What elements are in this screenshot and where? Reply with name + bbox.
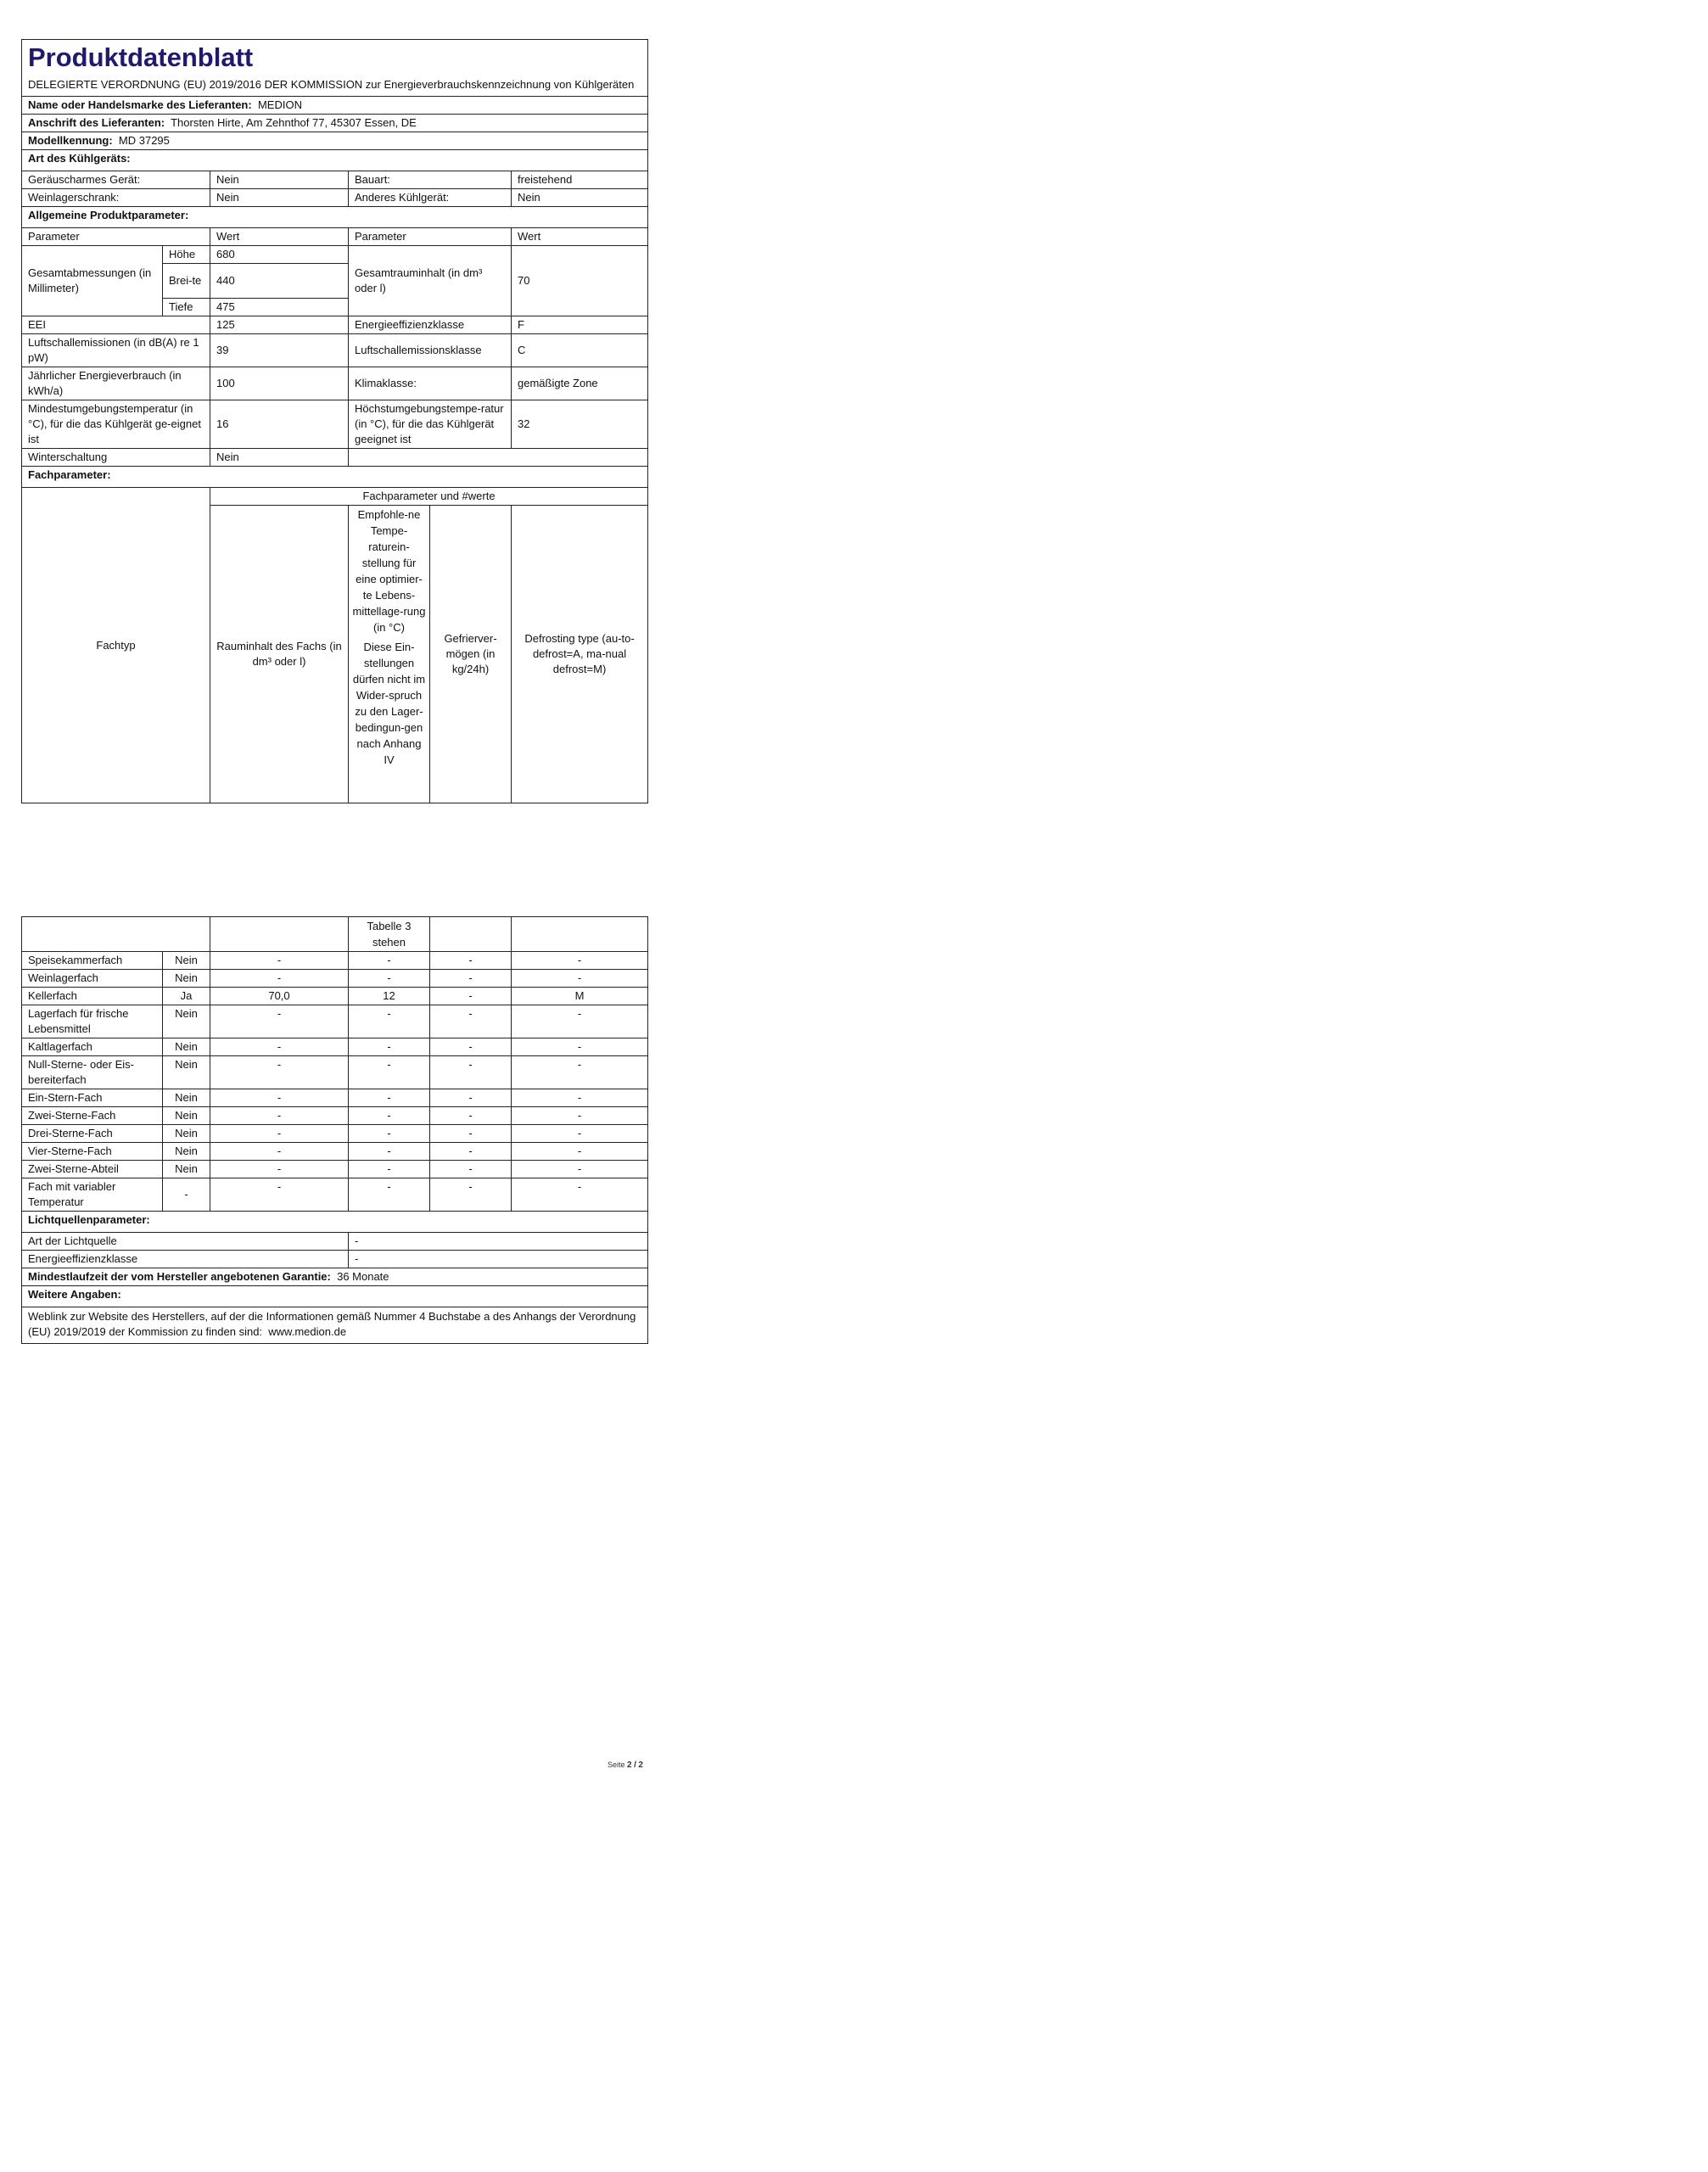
further-row [22,1307,648,1344]
group-header: Fachparameter und #werte [210,488,648,506]
energy-class-value: F [512,316,648,334]
compartment-name: Vier-Sterne-Fach [22,1143,163,1161]
compartment-freeze: - [430,1125,512,1143]
compartment-defrost: - [512,970,648,988]
compartment-name: Weinlagerfach [22,970,163,988]
wine-cabinet-label: Weinlagerschrank: [22,189,210,207]
compartment-volume: - [210,1107,349,1125]
table-row [22,1005,648,1038]
appliance-type-heading: Art des Kühlgeräts: [22,150,648,171]
compartment-volume: 70,0 [210,988,349,1005]
other-appliance-value: Nein [512,189,648,207]
compartment-freeze: - [430,1107,512,1125]
compartment-freeze: - [430,1056,512,1089]
table-row [22,1161,648,1178]
regulation-text: DELEGIERTE VERORDNUNG (EU) 2019/2016 DER KOMMISSION zur Energieverbrauchskennzeichnung von Kühlgeräten [28,78,635,91]
height-label: Höhe [163,246,210,264]
compartment-present: Nein [163,952,210,970]
page-footer [608,1761,643,1770]
compartment-temp: - [349,1089,430,1107]
compartment-defrost: - [512,1125,648,1143]
compartment-volume: - [210,1056,349,1089]
compartment-temp: - [349,1178,430,1212]
guarantee-label: Mindestlaufzeit der vom Hersteller angebotenen Garantie: [28,1270,331,1283]
page-label: Seite [608,1761,625,1769]
supplier-address-value: Thorsten Hirte, Am Zehnthof 77, 45307 Essen, DE [171,116,417,129]
height-value: 680 [210,246,349,264]
compartment-freeze: - [430,988,512,1005]
compartment-present: Nein [163,1125,210,1143]
page-separator: / [634,1761,636,1770]
col-value-2: Wert [512,228,648,246]
compartment-temp: - [349,1143,430,1161]
compartment-present: Nein [163,1143,210,1161]
table-row [22,970,648,988]
climate-value: gemäßigte Zone [512,367,648,400]
compartment-name: Lagerfach für frische Lebensmittel [22,1005,163,1038]
compartment-present: Nein [163,1056,210,1089]
noise-class-value: C [512,334,648,367]
compartment-defrost: - [512,1005,648,1038]
compartment-present: Nein [163,1107,210,1125]
compartment-freeze: - [430,1178,512,1212]
col-temp-cont: Tabelle 3 stehen [349,917,430,952]
light-type-label: Art der Lichtquelle [22,1233,349,1251]
table-row [22,988,648,1005]
light-class-label: Energieeffizienzklasse [22,1251,349,1268]
col-parameter-2: Parameter [349,228,512,246]
compartment-name: Drei-Sterne-Fach [22,1125,163,1143]
empty-cell [349,449,648,467]
low-noise-label: Geräuscharmes Gerät: [22,171,210,189]
depth-label: Tiefe [163,299,210,316]
further-heading: Weitere Angaben: [22,1286,648,1307]
max-temp-label: Höchstumgebungstempe-ratur (in °C), für die das Kühlgerät geeignet ist [349,400,512,449]
width-value: 440 [210,264,349,299]
compartment-name: Ein-Stern-Fach [22,1089,163,1107]
volume-label: Gesamtrauminhalt (in dm³ oder l) [349,246,512,316]
compartment-defrost: - [512,1056,648,1089]
design-label: Bauart: [349,171,512,189]
compartment-freeze: - [430,1038,512,1056]
col-fachtyp: Fachtyp [22,488,210,803]
col-temp [349,506,430,803]
design-value: freistehend [512,171,648,189]
model-label: Modellkennung: [28,134,113,147]
compartment-freeze: - [430,1005,512,1038]
compartment-freeze: - [430,970,512,988]
compartment-freeze: - [430,1143,512,1161]
compartment-temp: - [349,1107,430,1125]
model-row [22,132,648,150]
table-row [22,1107,648,1125]
supplier-name-row [22,97,648,115]
compartment-temp: - [349,1056,430,1089]
compartment-temp: 12 [349,988,430,1005]
volume-value: 70 [512,246,648,316]
compartment-temp: - [349,1161,430,1178]
compartment-temp: - [349,970,430,988]
table-row [22,1125,648,1143]
page-total: 2 [638,1761,643,1770]
compartment-name: Speisekammerfach [22,952,163,970]
model-value: MD 37295 [118,134,170,147]
wine-cabinet-value: Nein [210,189,349,207]
table-row [22,1038,648,1056]
datasheet-table-1 [21,39,648,803]
climate-label: Klimaklasse: [349,367,512,400]
compartment-present: Nein [163,1161,210,1178]
compartment-name: Zwei-Sterne-Fach [22,1107,163,1125]
light-class-value: - [349,1251,648,1268]
depth-value: 475 [210,299,349,316]
compartment-volume: - [210,1143,349,1161]
compartment-freeze: - [430,952,512,970]
col-freeze-cont [430,917,512,952]
width-label: Brei-te [163,264,210,299]
winter-label: Winterschaltung [22,449,210,467]
compartment-present: Nein [163,1005,210,1038]
compartment-defrost: - [512,952,648,970]
table-row [22,1143,648,1161]
compartment-volume: - [210,1125,349,1143]
table-row [22,1056,648,1089]
noise-class-label: Luftschallemissionsklasse [349,334,512,367]
compartment-defrost: - [512,1107,648,1125]
table-row [22,1089,648,1107]
col-parameter: Parameter [22,228,210,246]
compartment-present: Ja [163,988,210,1005]
compartment-volume: - [210,1005,349,1038]
eei-label: EEI [22,316,210,334]
max-temp-value: 32 [512,400,648,449]
compartment-defrost: M [512,988,648,1005]
compartment-name: Kellerfach [22,988,163,1005]
page-number: 2 [627,1761,632,1770]
other-appliance-label: Anderes Kühlgerät: [349,189,512,207]
compartment-temp: - [349,1125,430,1143]
guarantee-row [22,1268,648,1286]
supplier-address-label: Anschrift des Lieferanten: [28,116,165,129]
min-temp-value: 16 [210,400,349,449]
compartment-present: - [163,1178,210,1212]
compartment-volume: - [210,1178,349,1212]
col-volume: Rauminhalt des Fachs (in dm³ oder l) [210,506,349,803]
compartments-heading: Fachparameter: [22,467,648,488]
compartment-name: Zwei-Sterne-Abteil [22,1161,163,1178]
supplier-address-row [22,115,648,132]
supplier-name-value: MEDION [257,98,302,111]
col-temp-text-1: Empfohle-ne Tempe-raturein-stellung für eine optimier-te Lebens-mittellage-rung (in °C) [352,508,426,634]
guarantee-value: 36 Monate [337,1270,389,1283]
col-temp-text-2: Diese Ein-stellungen dürfen nicht im Wider-spruch zu den Lager-bedingun-gen nach Anhang IV [352,641,426,766]
eei-value: 125 [210,316,349,334]
manufacturer-link[interactable]: www.medion.de [268,1325,347,1338]
col-fachtyp-cont [22,917,210,952]
compartment-volume: - [210,1161,349,1178]
compartment-temp: - [349,1005,430,1038]
compartment-defrost: - [512,1143,648,1161]
compartment-freeze: - [430,1161,512,1178]
compartment-name: Fach mit variabler Temperatur [22,1178,163,1212]
col-freeze: Gefrierver-mögen (in kg/24h) [430,506,512,803]
compartment-volume: - [210,1038,349,1056]
table-row [22,952,648,970]
compartment-freeze: - [430,1089,512,1107]
compartment-present: Nein [163,1089,210,1107]
compartment-rows [22,952,648,1212]
further-text: Weblink zur Website des Herstellers, auf der die Informationen gemäß Nummer 4 Buchstabe a des Anhangs der Verordnung (EU) 2019/2019 der Kommission zu finden sind: [28,1310,636,1338]
compartment-present: Nein [163,970,210,988]
document-title: Produktdatenblatt [28,42,254,72]
compartment-volume: - [210,970,349,988]
consumption-label: Jährlicher Energieverbrauch (in kWh/a) [22,367,210,400]
winter-value: Nein [210,449,349,467]
dimensions-label: Gesamtabmessungen (in Millimeter) [22,246,163,316]
compartment-temp: - [349,1038,430,1056]
light-type-value: - [349,1233,648,1251]
compartment-defrost: - [512,1089,648,1107]
table-row [22,1178,648,1212]
compartment-defrost: - [512,1161,648,1178]
compartment-temp: - [349,952,430,970]
header-cell [22,40,648,97]
col-value: Wert [210,228,349,246]
min-temp-label: Mindestumgebungstemperatur (in °C), für die das Kühlgerät ge-eignet ist [22,400,210,449]
general-heading: Allgemeine Produktparameter: [22,207,648,228]
compartment-volume: - [210,952,349,970]
datasheet-part-1 [21,39,647,803]
supplier-name-label: Name oder Handelsmarke des Lieferanten: [28,98,252,111]
compartment-volume: - [210,1089,349,1107]
consumption-value: 100 [210,367,349,400]
datasheet-table-2 [21,916,648,1344]
col-defrost: Defrosting type (au-to-defrost=A, ma-nual defrost=M) [512,506,648,803]
compartment-defrost: - [512,1178,648,1212]
datasheet-part-2 [21,916,647,1344]
energy-class-label: Energieeffizienzklasse [349,316,512,334]
light-heading: Lichtquellenparameter: [22,1212,648,1233]
col-volume-cont [210,917,349,952]
compartment-present: Nein [163,1038,210,1056]
compartment-name: Kaltlagerfach [22,1038,163,1056]
noise-value: 39 [210,334,349,367]
noise-label: Luftschallemissionen (in dB(A) re 1 pW) [22,334,210,367]
compartment-name: Null-Sterne- oder Eis-bereiterfach [22,1056,163,1089]
low-noise-value: Nein [210,171,349,189]
compartment-defrost: - [512,1038,648,1056]
col-defrost-cont [512,917,648,952]
